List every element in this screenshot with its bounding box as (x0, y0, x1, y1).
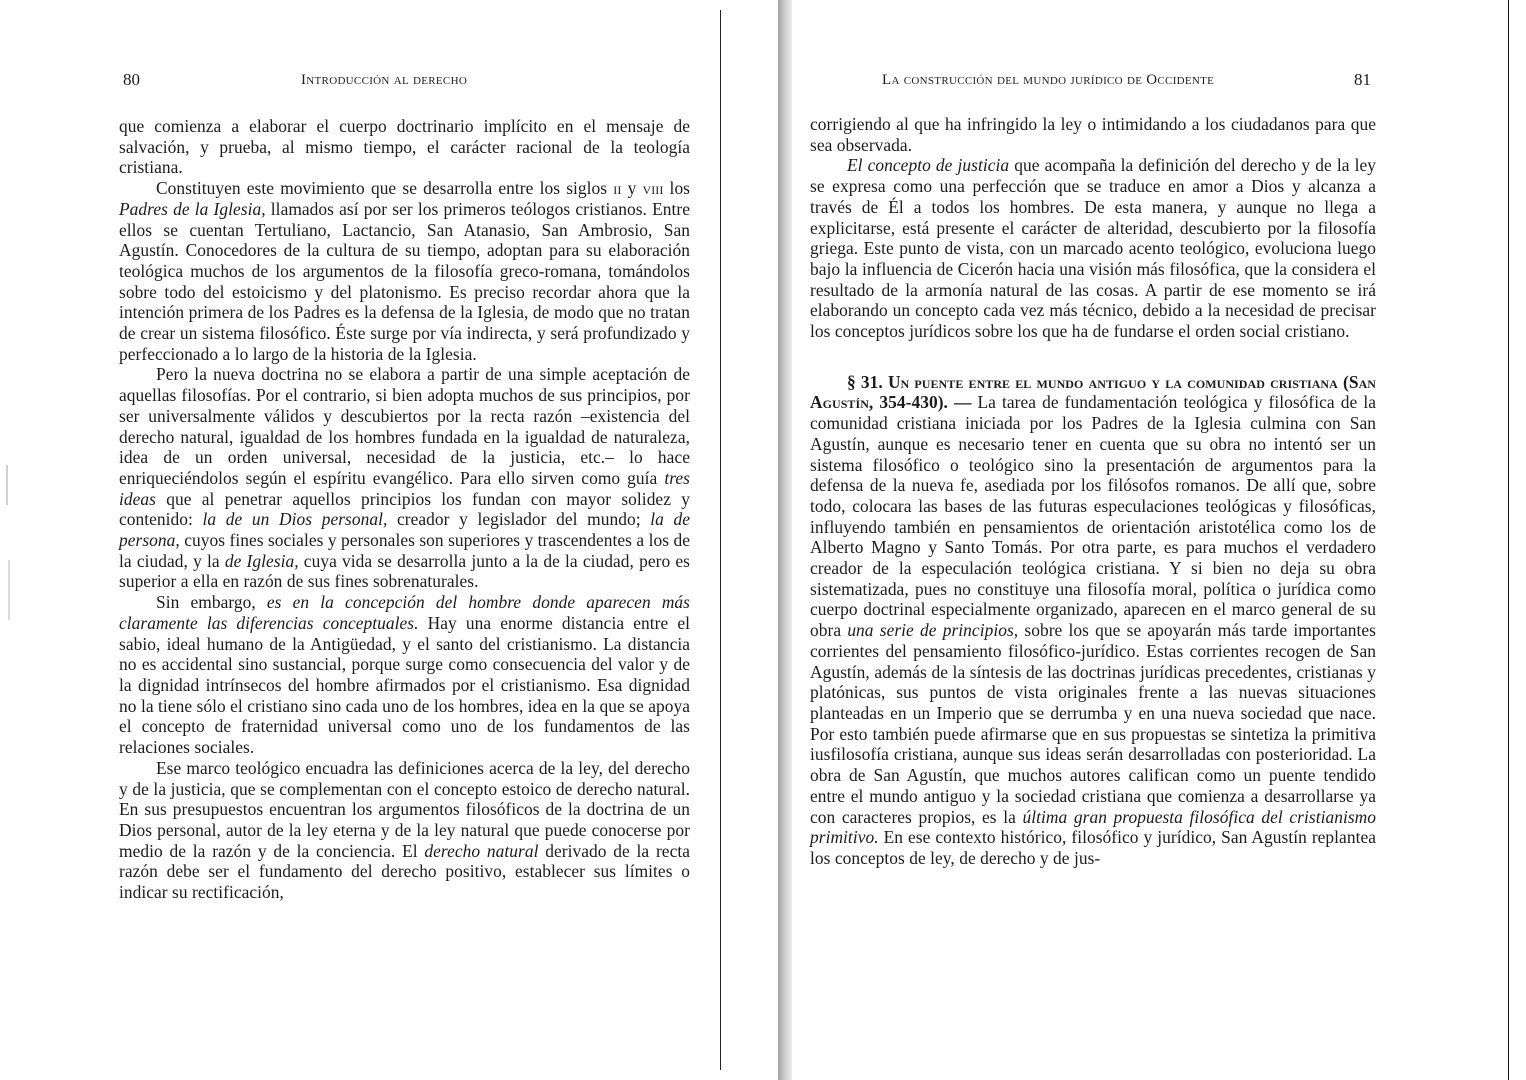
paragraph: Constituyen este movimiento que se desarrolla entre los siglos ii y viii los Padres de la Iglesia, llamados así por ser los primeros teólogos cristianos. Entre ellos se cuentan Tertuliano, Lactancio, San Atanasio, San Ambrosio, San Agustín. Conocedores de la cultura de su tiempo, adoptan para su elaboración teológica muchos de los argumentos de la filosofía greco-romana, tomándolos sobre todo del estoicismo y del platonismo. Es preciso recordar ahora que la intención primera de los Padres es la defensa de la Iglesia, de modo que no tratan de crear un sistema filosófico. Éste surge por vía indirecta, y será profundizado y perfeccionado a lo largo de la historia de la Iglesia. (119, 178, 691, 364)
gutter-line (720, 10, 721, 1070)
body-text (119, 116, 690, 903)
paragraph: El concepto de justicia que acompaña la definición del derecho y de la ley se expresa como una perfección que se traduce en amor a Dios y alcanza a través de Él a todos los hombres. De esta manera, y aunque no llega a explicitarse, está presente el carácter de alteridad, descubierto por la filosofía griega. Este punto de vista, con un marcado acento teológico, evoluciona luego bajo la influencia de Cicerón hacia una visión más filosófica, que la considera el resultado de la armonía natural de las cosas. A partir de ese momento se irá elaborando un concepto cada vez más técnico, debido a la necesidad de precisar los conceptos jurídicos sobre los que ha de fundarse el orden social cristiano. (810, 155, 1376, 342)
right-page (766, 0, 1526, 1080)
running-head: Introducción al derecho (301, 72, 468, 88)
paragraph: Sin embargo, es en la concepción del hombre donde aparecen más claramente las diferencias conceptuales. Hay una enorme distancia entre el sabio, ideal humano de la Antigüedad, y el santo del cristianismo. La distancia no es accidental sino sustancial, porque surge como consecuencia del valor y de la dignidad intrínsecos del hombre afirmados por el cristianismo. Esa dignidad no la tiene sólo el cristiano sino cada uno de los hombres, idea en la que se apoya el concepto de fraternidad universal como uno de los fundamentos de las relaciones sociales. (119, 592, 691, 758)
section-title: Un puente entre el mundo antiguo y la comunidad cristiana (San Agustín, 354-430). (810, 371, 1377, 413)
scan-mark (8, 560, 10, 620)
body-text (810, 114, 1376, 869)
paragraph: Ese marco teológico encuadra las definiciones acerca de la ley, del derecho y de la justicia, que se complementan con el concepto estoico de derecho natural. En sus presupuestos encuentran los argumentos filosóficos de la doctrina de un Dios personal, autor de la ley eterna y de la ley natural que puede conocerse por medio de la razón y de la conciencia. El derecho natural derivado de la recta razón debe ser el fundamento del derecho positivo, establecer sus límites o indicar su rectificación, (119, 757, 690, 903)
section-gap (810, 342, 1376, 372)
section-paragraph: § 31. Un puente entre el mundo antiguo y la comunidad cristiana (San Agustín, 354-430). — La tarea de fundamentación teológica y filosófica de la comunidad cristiana iniciada por los Padres de la Iglesia culmina con San Agustín, aunque es necesario tener en cuenta que su obra no intentó ser un sistema filosófico o teológico sino la presentación de argumentos para la defensa de la nueva fe, asediada por los filósofos romanos. De allí que, sobre todo, colocara las bases de las futuras especulaciones teológicas y filosóficas, influyendo también en pensamientos de orientación aristotélica como los de Alberto Magno y Santo Tomás. Por otra parte, es para muchos el verdadero creador de la especulación teológica cristiana. Y si bien no deja su obra sistematizada, pues no constituye una filosofía moral, política o jurídica como cuerpo doctrinal especialmente organizado, aparecen en el marco general de su obra una serie de principios, sobre los que se apoyarán más tarde importantes corrientes del pensamiento filosófico-jurídico. Estas corrientes recogen de San Agustín, además de la síntesis de las doctrinas jurídicas precedentes, cristianas y platónicas, sus puntos de vista originales frente a las nuevas situaciones planteadas en un Imperio que se derrumba y en una nueva sociedad que nace. Por esto también puede afirmarse que en sus propuestas se sintetiza la primitiva iusfilosofía cristiana, aunque sus ideas serán desarrolladas con posterioridad. La obra de San Agustín, que muchos autores califican como un puente tendido entre el mundo antiguo y la sociedad cristiana que comienza a desarrollarse ya con caracteres propios, es la última gran propuesta filosófica del cristianismo primitivo. En ese contexto histórico, filosófico y jurídico, San Agustín replantea los conceptos de ley, de derecho y de jus- (810, 371, 1377, 868)
running-head: La construcción del mundo jurídico de Occidente (882, 72, 1215, 88)
paragraph: que comienza a elaborar el cuerpo doctrinario implícito en el mensaje de salvación, y prueba, al mismo tiempo, el carácter racional de la teología cristiana. (119, 116, 690, 178)
paragraph: Pero la nueva doctrina no se elabora a partir de una simple aceptación de aquellas filosofías. Por el contrario, si bien adopta muchos de sus principios, por ser universalmente válidos y descubiertos por la recta razón –existencia del derecho natural, igualdad de los hombres fundada en la igualdad de naturaleza, idea de un orden universal, necesidad de la justicia, etc.– lo hace enriqueciéndolos según el espíritu evangélico. Para ello sirven como guía tres ideas que al penetrar aquellos principios los fundan con mayor solidez y contenido: la de un Dios personal, creador y legislador del mundo; la de persona, cuyos fines sociales y personales son superiores y trascendentes a los de la ciudad, y la de Iglesia, cuya vida se desarrolla junto a la de la ciudad, pero es superior a ella en razón de sus fines sobrenaturales. (119, 364, 690, 592)
page-number: 80 (123, 70, 140, 89)
paragraph: corrigiendo al que ha infringido la ley o intimidando a los ciudadanos para que sea observada. (810, 114, 1376, 155)
left-page (0, 0, 760, 1080)
section-number: § 31. (847, 371, 883, 392)
scan-mark (6, 465, 8, 505)
page-number: 81 (1354, 70, 1371, 89)
